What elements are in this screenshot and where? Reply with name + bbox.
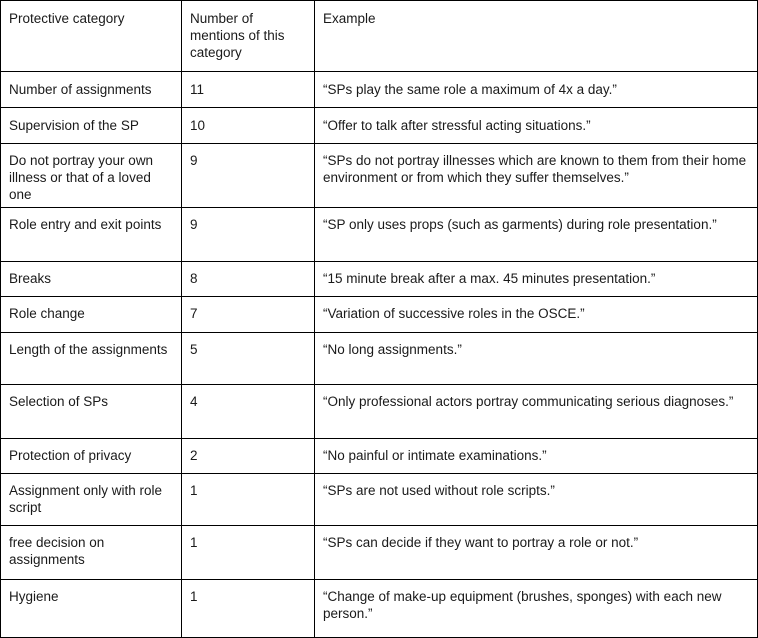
cell-category: Supervision of the SP [1, 108, 182, 144]
cell-count: 8 [182, 262, 315, 297]
cell-count: 9 [182, 144, 315, 208]
cell-count: 1 [182, 474, 315, 526]
table-row [1, 439, 758, 474]
table-header-row [1, 1, 758, 72]
cell-example: “No long assignments.” [315, 333, 758, 385]
cell-example: “SP only uses props (such as garments) during role presentation.” [315, 208, 758, 262]
cell-category: Assignment only with role script [1, 474, 182, 526]
table-row [1, 208, 758, 262]
cell-category: Protection of privacy [1, 439, 182, 474]
cell-category: Selection of SPs [1, 385, 182, 439]
cell-category: Do not portray your own illness or that of a loved one [1, 144, 182, 208]
cell-example: “SPs are not used without role scripts.” [315, 474, 758, 526]
cell-count: 1 [182, 580, 315, 638]
cell-count: 5 [182, 333, 315, 385]
cell-category: free decision on assignments [1, 526, 182, 580]
cell-example: “Change of make-up equipment (brushes, sponges) with each new person.” [315, 580, 758, 638]
header-protective-category: Protective category [1, 1, 182, 72]
cell-example: “Offer to talk after stressful acting situations.” [315, 108, 758, 144]
table-row [1, 333, 758, 385]
cell-example: “SPs can decide if they want to portray a role or not.” [315, 526, 758, 580]
cell-example: “Only professional actors portray communicating serious diagnoses.” [315, 385, 758, 439]
cell-category: Role change [1, 297, 182, 333]
cell-count: 10 [182, 108, 315, 144]
table-row [1, 262, 758, 297]
header-example: Example [315, 1, 758, 72]
cell-count: 2 [182, 439, 315, 474]
cell-example: “Variation of successive roles in the OSCE.” [315, 297, 758, 333]
table-row [1, 72, 758, 108]
cell-example: “No painful or intimate examinations.” [315, 439, 758, 474]
cell-example: “SPs do not portray illnesses which are known to them from their home environment or from which they suffer themselves.” [315, 144, 758, 208]
table-row [1, 108, 758, 144]
table-row [1, 297, 758, 333]
cell-count: 1 [182, 526, 315, 580]
cell-category: Breaks [1, 262, 182, 297]
cell-example: “15 minute break after a max. 45 minutes presentation.” [315, 262, 758, 297]
table-row [1, 474, 758, 526]
cell-count: 11 [182, 72, 315, 108]
cell-category: Hygiene [1, 580, 182, 638]
cell-count: 7 [182, 297, 315, 333]
cell-category: Role entry and exit points [1, 208, 182, 262]
table-row [1, 385, 758, 439]
table-row [1, 144, 758, 208]
cell-category: Number of assignments [1, 72, 182, 108]
header-number-of-mentions: Number of mentions of this category [182, 1, 315, 72]
cell-count: 9 [182, 208, 315, 262]
cell-example: “SPs play the same role a maximum of 4x a day.” [315, 72, 758, 108]
cell-count: 4 [182, 385, 315, 439]
cell-category: Length of the assignments [1, 333, 182, 385]
table-row [1, 580, 758, 638]
table-row [1, 526, 758, 580]
